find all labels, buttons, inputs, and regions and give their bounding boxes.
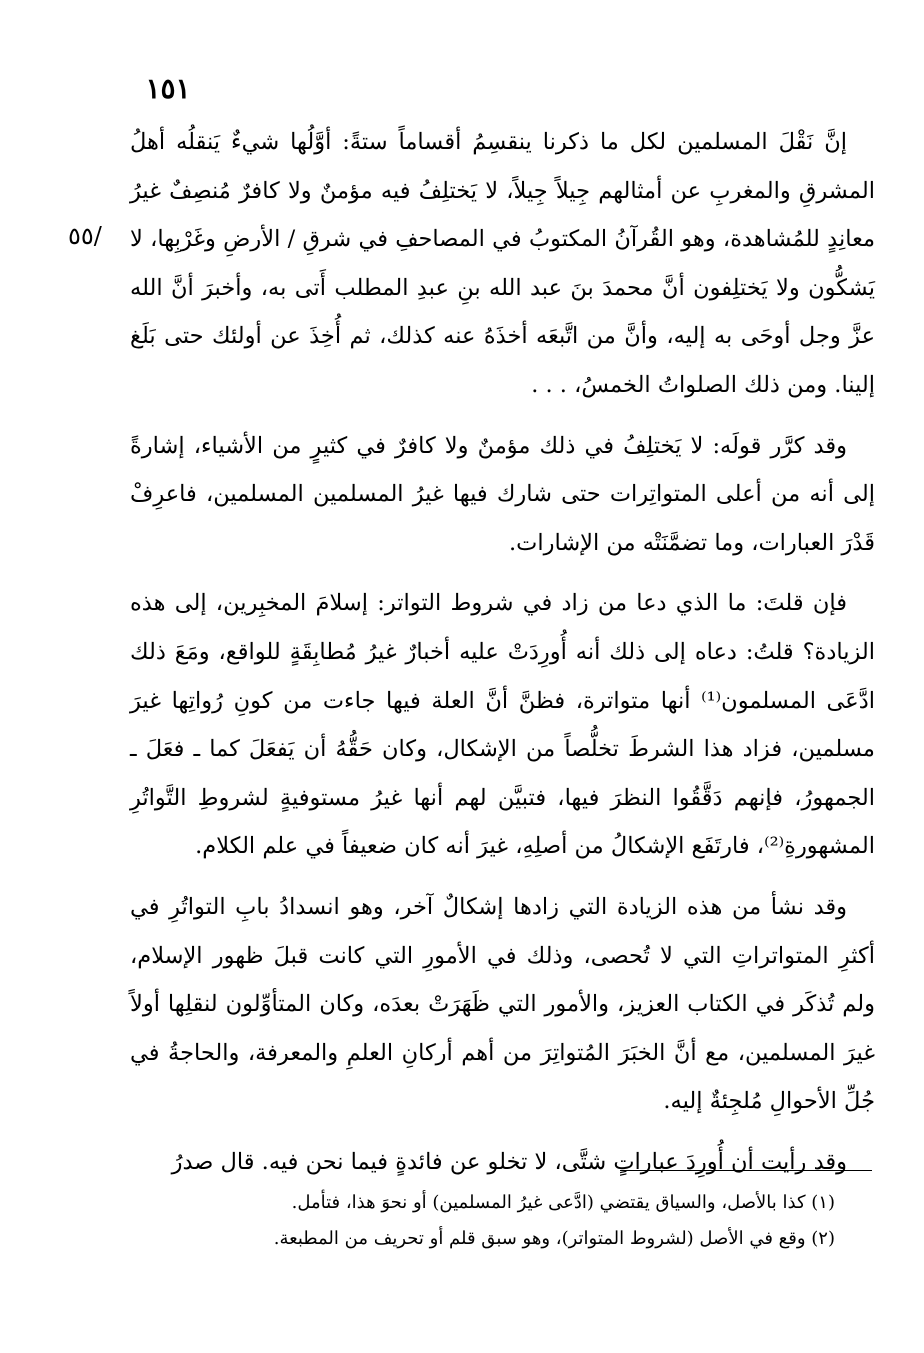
footnote-divider [620, 1170, 872, 1171]
footnote-1: (١) كذا بالأصل، والسياق يقتضي (ادَّعى غيرُ المسلمين) أو نحوَ هذا، فتأمل. [291, 1192, 835, 1213]
footnote-2: (٢) وقع في الأصل (لشروط المتواتر)، وهو سبق قلم أو تحريف من المطبعة. [273, 1228, 835, 1249]
paragraph-2: وقد كرَّر قولَه: لا يَختلِفُ في ذلك مؤمنٌ ولا كافرٌ في كثيرٍ من الأشياء، إشارةً إلى أنه من أعلى المتواتِرات حتى شارك فيها غيرُ المسلمين المسلمين، فاعرِفْ قَدْرَ العبارات، وما تضمَّنَتْه من الإشارات. [130, 432, 875, 556]
margin-page-marker: /٥٥ [68, 222, 102, 250]
paragraph-4: وقد نشأ من هذه الزيادة التي زادها إشكالٌ آخر، وهو انسدادُ بابِ التواتُرِ في أكثرِ المتواتراتِ التي لا تُحصى، وذلك في الأمورِ التي كانت قبلَ ظهور الإسلام، ولم تُذكَر في الكتاب العزيز، والأمور التي ظَهَرَتْ بعدَه، وكان المتأوِّلون لنقلِها أولاً غيرَ المسلمين، مع أنَّ الخبَرَ المُتواتِرَ من أهم أركانِ العلمِ والمعرفة، والحاجةُ في جُلِّ الأحوالِ مُلجِئةٌ إليه. [130, 893, 875, 1115]
page-number: ١٥١ [145, 72, 191, 105]
footnotes [190, 1185, 835, 1257]
paragraph-5: وقد رأيت أن أُورِدَ عباراتٍ شتَّى، لا تخلو عن فائدةٍ فيما نحن فيه. قال صدرُ [171, 1148, 847, 1175]
paragraph-1: إنَّ نَقْلَ المسلمين لكل ما ذكرنا ينقسِمُ أقساماً ستةً: أوَّلُها شيءٌ يَنقلُه أهلُ المشرقِ والمغربِ عن أمثالهم جِيلاً جِيلاً، لا يَختلِفُ فيه مؤمنٌ ولا كافرٌ مُنصِفٌ غيرُ معانِدٍ للمُشاهدة، وهو القُرآنُ المكتوبُ في المصاحفِ في شرقِ / الأرضِ وغَرْبِها، لا يَشكُّون ولا يَختلِفون أنَّ محمدَ بنَ عبد الله بنِ عبدِ المطلب أَتى به، وأخبرَ أنَّ الله عزَّ وجل أوحَى به إليه، وأنَّ من اتَّبعَه أخذَهُ عنه كذلك، ثم أُخِذَ عن أولئك حتى بَلَغ إلينا. ومن ذلك الصلواتُ الخمسُ، . . . [130, 129, 875, 398]
main-text [130, 118, 875, 1186]
paragraph-3: فإن قلتَ: ما الذي دعا من زاد في شروط التواتر: إسلامَ المخبِرين، إلى هذه الزيادة؟ قلتُ: دعاه إلى ذلك أنه أُورِدَتْ عليه أخبارٌ غيرُ مُطابِقَةٍ للواقع، ومَعَ ذلك ادَّعَى المسلمون⁽¹⁾ أنها متواترة، فظنَّ أنَّ العلة فيها جاءت من كونِ رُواتِها غيرَ مسلمين، فزاد هذا الشرطَ تخلُّصاً من الإشكال، وكان حَقُّهُ أن يَفعَلَ كما ـ فعَلَ ـ الجمهورُ، فإنهم دَقَّقُوا النظرَ فيها، فتبيَّن لهم أنها غيرُ مستوفيةٍ لشروطِ التَّواتُرِ المشهورةِ⁽²⁾، فارتَفَع الإشكالُ من أصلِهِ، غيرَ أنه كان ضعيفاً في علم الكلام. [130, 590, 875, 860]
